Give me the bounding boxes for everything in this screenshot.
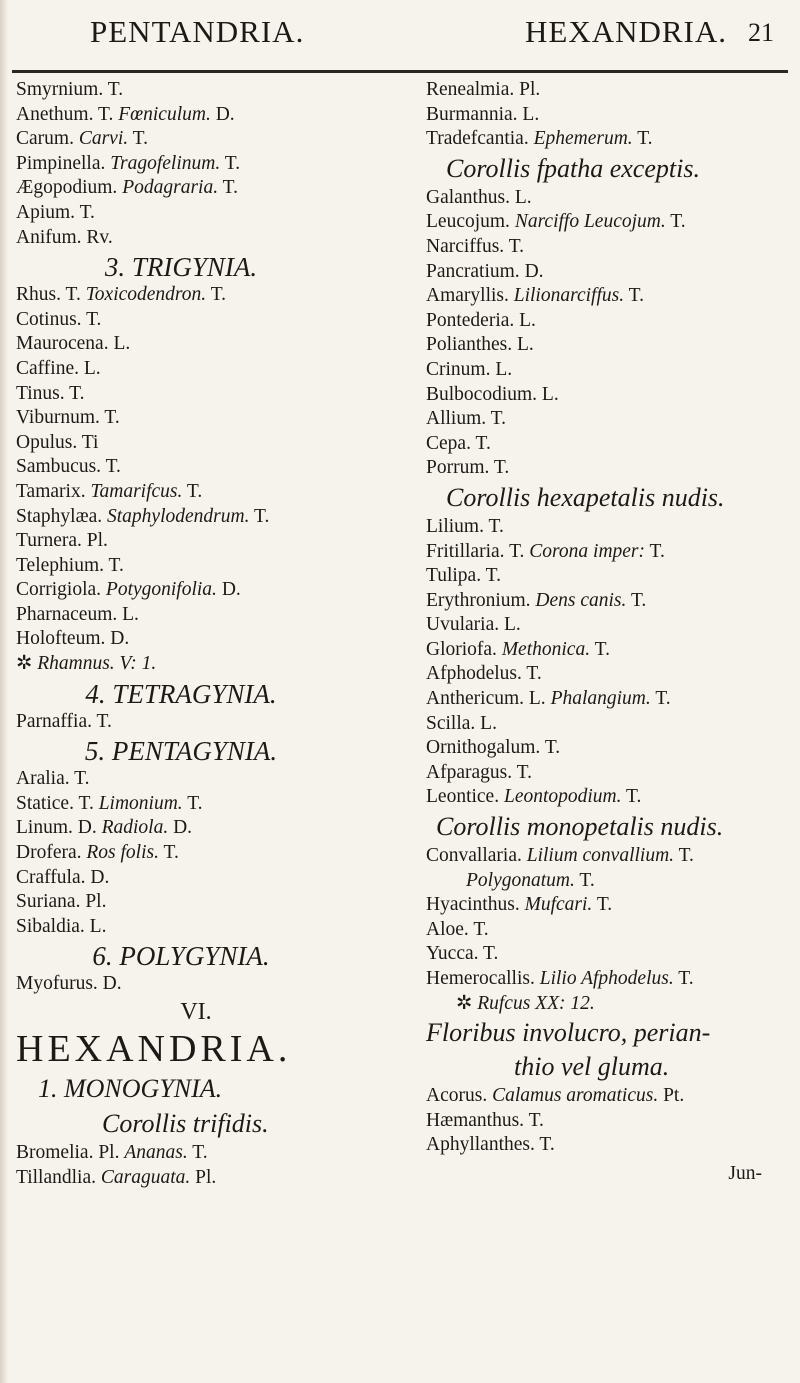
genus-name: Pimpinella. (16, 152, 106, 174)
authority-abbrev: T. (493, 457, 510, 479)
genus-entry (426, 210, 786, 235)
subheading-monopetalis: Corollis monopetalis nudis. (436, 812, 724, 842)
authority-abbrev: D. (215, 103, 235, 125)
genus-entry (426, 309, 786, 334)
genus-entry (16, 357, 346, 382)
header-rule (12, 70, 788, 73)
genus-entry (426, 893, 786, 918)
genus-name: Afphodelus. (426, 663, 522, 685)
authority-abbrev: L. (89, 915, 107, 937)
genus-name: Aphyllanthes. (426, 1134, 535, 1156)
genus-entry (426, 918, 786, 943)
entry-list (426, 78, 786, 152)
genus-name: Ægopodium. (16, 177, 118, 199)
genus-name: Cotinus. (16, 308, 82, 330)
authority-abbrev: T. (678, 845, 694, 867)
genus-entry (16, 103, 346, 128)
entry-list (16, 283, 346, 677)
authority-abbrev: T. (69, 382, 85, 404)
page-number: 21 (748, 18, 774, 47)
genus-name: Parnaffia. (16, 710, 92, 732)
authority-abbrev: Pl. (195, 1166, 217, 1188)
authority-abbrev: T. (163, 842, 179, 864)
genus-entry (16, 627, 346, 652)
authority-abbrev: T. (655, 688, 671, 710)
genus-name: Apium. (16, 201, 76, 223)
entry-list (426, 1084, 786, 1158)
genus-entry (16, 332, 346, 357)
genus-entry (426, 662, 786, 687)
running-header (90, 14, 780, 54)
genus-entry (16, 792, 346, 817)
genus-entry (426, 785, 786, 810)
page-edge-shadow (0, 0, 8, 1383)
subheading-hexapetalis: Corollis hexapetalis nudis. (446, 482, 725, 512)
genus-entry (426, 432, 786, 457)
authority-abbrev: T. (628, 285, 644, 307)
synonym-italic: Rhamnus. V: 1. (37, 653, 157, 675)
authority-abbrev: D. (221, 579, 241, 601)
authority-abbrev: T. (508, 235, 525, 257)
genus-entry (16, 866, 346, 891)
genus-entry (426, 638, 786, 663)
genus-name: Gloriofa. (426, 638, 497, 660)
genus-name: ✲ (456, 992, 473, 1014)
catchword: Jun- (728, 1162, 762, 1184)
authority-abbrev: T. (630, 589, 647, 611)
entry-list (16, 78, 346, 250)
genus-name: Allium. (426, 408, 487, 430)
genus-name: Statice. (16, 792, 74, 814)
genus-name: ✲ (16, 653, 33, 675)
genus-name: Linum. (16, 817, 73, 839)
class-name-heading: HEXANDRIA. (16, 1028, 292, 1070)
authority-abbrev: T. (485, 565, 501, 587)
genus-name: Aloe. (426, 918, 469, 940)
authority-abbrev: T. (475, 432, 491, 454)
genus-name: Holofteum. (16, 628, 106, 650)
authority-abbrev: Pl. (85, 891, 107, 913)
genus-entry (426, 260, 786, 285)
genus-name: Narciffus. (426, 235, 505, 257)
genus-name: Pancratium. (426, 260, 520, 282)
genus-name: Afparagus. (426, 761, 513, 783)
genus-name: Drofera. (16, 842, 82, 864)
genus-name: Yucca. (426, 943, 479, 965)
genus-name: Convallaria. (426, 845, 522, 867)
genus-name: Crinum. (426, 358, 491, 380)
authority-abbrev: D. (524, 260, 544, 282)
authority-abbrev: Pl. (86, 530, 108, 552)
genus-name: Pontederia. (426, 309, 515, 331)
genus-entry (426, 967, 786, 992)
synonym-italic: Carvi. (78, 128, 129, 150)
genus-name: Smyrnium. (16, 79, 104, 100)
authority-abbrev: Pl. (519, 79, 541, 100)
genus-entry (426, 358, 786, 383)
genus-entry (16, 78, 346, 103)
genus-name: Corrigiola. (16, 579, 102, 601)
genus-name: Suriana. (16, 891, 81, 913)
genus-name: Amaryllis. (426, 285, 509, 307)
synonym-italic: Limonium. (98, 792, 183, 814)
authority-abbrev: T. (104, 407, 120, 429)
genus-entry (426, 761, 786, 786)
synonym-italic: Mufcari. (524, 894, 593, 916)
genus-entry (426, 540, 786, 565)
genus-entry (16, 652, 346, 677)
genus-name: Scilla. (426, 712, 476, 734)
authority-abbrev: T. (594, 638, 610, 660)
genus-name: Polianthes. (426, 334, 513, 356)
genus-entry (16, 915, 346, 940)
synonym-italic: Tragofelinum. (110, 152, 221, 174)
authority-abbrev: Rv. (86, 226, 113, 248)
authority-abbrev: T. (670, 211, 686, 233)
authority-abbrev: L. (528, 688, 546, 710)
entry-list (16, 710, 346, 735)
genus-entry (426, 515, 786, 540)
genus-name: Aralia. (16, 768, 70, 790)
subheading-spatha: Corollis fpatha exceptis. (446, 153, 700, 183)
genus-name: Rhus. (16, 284, 61, 306)
entry-list (16, 767, 346, 939)
genus-name: Staphylæa. (16, 505, 103, 527)
genus-name: Erythronium. (426, 589, 531, 611)
synonym-italic: Methonica. (501, 638, 591, 660)
genus-name: Lilium. (426, 515, 484, 537)
genus-name: Leontice. (426, 786, 500, 808)
synonym-italic: Potygonifolia. (105, 579, 217, 601)
authority-abbrev: T. (544, 737, 561, 759)
authority-abbrev: T. (105, 456, 121, 478)
synonym-italic: Ros folis. (86, 842, 159, 864)
genus-name: Pharnaceum. (16, 603, 118, 625)
authority-abbrev: L. (522, 103, 540, 125)
genus-name: Viburnum. (16, 407, 100, 429)
entry-list (426, 844, 786, 1016)
genus-entry (426, 78, 786, 103)
genus-entry (426, 456, 786, 481)
authority-abbrev: L. (122, 603, 139, 625)
authority-abbrev: T. (222, 177, 238, 199)
genus-entry (16, 127, 346, 152)
authority-abbrev: T. (187, 792, 203, 814)
genus-entry (16, 1141, 346, 1166)
authority-abbrev: D. (102, 973, 122, 995)
genus-name: Ornithogalum. (426, 737, 541, 759)
genus-entry (16, 152, 346, 177)
authority-abbrev: D. (173, 817, 193, 839)
authority-abbrev: T. (65, 284, 81, 306)
genus-entry (16, 505, 346, 530)
authority-abbrev: T. (490, 408, 507, 430)
genus-entry (16, 529, 346, 554)
authority-abbrev: T. (79, 201, 95, 223)
authority-abbrev: D. (110, 628, 130, 650)
section-heading-pentagynia: 5. PENTAGYNIA. (84, 736, 278, 767)
genus-entry (426, 407, 786, 432)
genus-name: Tamarix. (16, 480, 86, 502)
authority-abbrev: T. (210, 284, 227, 306)
genus-name: Maurocena. (16, 333, 109, 355)
section-heading-monogynia: 1. MONOGYNIA. (38, 1074, 223, 1103)
authority-abbrev: T. (528, 1109, 544, 1131)
genus-name: Bulbocodium. (426, 383, 538, 405)
authority-abbrev: T. (253, 505, 270, 527)
authority-abbrev: L. (514, 186, 532, 208)
genus-name: Renealmia. (426, 79, 515, 100)
authority-abbrev: T. (132, 128, 148, 150)
authority-abbrev: L. (113, 333, 131, 355)
synonym-italic: Caraguata. (100, 1166, 191, 1188)
genus-name: Carum. (16, 128, 74, 150)
genus-entry (16, 578, 346, 603)
genus-entry (16, 308, 346, 333)
authority-abbrev: L. (541, 383, 559, 405)
synonym-italic: Podagraria. (122, 177, 219, 199)
genus-entry (16, 554, 346, 579)
synonym-italic: Leontopodium. (503, 786, 622, 808)
synonym-italic: Tamarifcus. (90, 480, 183, 502)
subheading-corollis-trifidis: Corollis trifidis. (102, 1109, 269, 1138)
genus-entry (16, 226, 346, 251)
genus-entry (16, 816, 346, 841)
authority-abbrev: D. (77, 817, 97, 839)
authority-abbrev: T. (637, 128, 653, 150)
genus-name: Fritillaria. (426, 540, 505, 562)
genus-entry (16, 767, 346, 792)
genus-entry (16, 406, 346, 431)
synonym-italic: Lilio Afphodelus. (539, 968, 674, 989)
genus-name: Galanthus. (426, 186, 510, 208)
genus-entry (426, 687, 786, 712)
subheading-involucro-line2: thio vel gluma. (514, 1052, 670, 1082)
genus-name: Turnera. (16, 530, 82, 552)
authority-abbrev: T. (192, 1142, 208, 1163)
genus-entry (426, 333, 786, 358)
genus-name: Anthericum. (426, 688, 525, 710)
authority-abbrev: T. (108, 554, 124, 576)
genus-name: Burmannia. (426, 103, 518, 125)
genus-name: Tulipa. (426, 565, 482, 587)
authority-abbrev: T. (488, 515, 504, 537)
genus-name: Craffula. (16, 866, 86, 888)
entry-list (426, 515, 786, 810)
synonym-italic: Corona imper: (529, 540, 646, 562)
genus-name: Anethum. (16, 103, 94, 125)
class-numeral: VI. (180, 999, 212, 1025)
genus-name: Opulus. (16, 431, 78, 453)
genus-entry (16, 176, 346, 201)
synonym-italic: Lilionarciffus. (513, 285, 625, 307)
genus-name: Tillandlia. (16, 1166, 96, 1188)
section-heading-trigynia: 3. TRIGYNIA. (104, 252, 258, 283)
genus-name: Uvularia. (426, 614, 500, 636)
authority-abbrev: T. (539, 1134, 555, 1156)
genus-name: Tinus. (16, 382, 65, 404)
genus-entry (426, 127, 786, 152)
synonym-italic: Dens canis. (535, 589, 627, 611)
genus-entry (426, 992, 786, 1017)
authority-abbrev: T. (473, 918, 489, 940)
genus-entry (16, 201, 346, 226)
header-right-title: HEXANDRIA. (525, 14, 728, 49)
authority-abbrev: Pl. (98, 1142, 120, 1163)
genus-name: Leucojum. (426, 211, 510, 233)
authority-abbrev: Ti (81, 431, 99, 453)
authority-abbrev: T. (483, 943, 499, 965)
authority-abbrev: T. (96, 710, 112, 732)
synonym-italic: Polygonatum. (466, 869, 575, 891)
genus-entry (426, 844, 786, 869)
authority-abbrev: D. (90, 866, 110, 888)
entry-list (16, 972, 346, 997)
authority-abbrev: T. (596, 894, 613, 916)
left-column (16, 78, 346, 1190)
authority-abbrev: T. (626, 786, 642, 808)
authority-abbrev: T. (74, 768, 90, 790)
genus-entry (16, 283, 346, 308)
synonym-italic: Rufcus XX: 12. (477, 992, 595, 1014)
synonym-italic: Ananas. (124, 1142, 188, 1163)
authority-abbrev: T. (579, 869, 595, 891)
genus-name: Sibaldia. (16, 915, 85, 937)
genus-entry (426, 1109, 786, 1134)
genus-entry (426, 103, 786, 128)
authority-abbrev: T. (678, 968, 694, 989)
genus-name: Tradefcantia. (426, 128, 529, 150)
genus-name: Cepa. (426, 432, 471, 454)
genus-entry (16, 455, 346, 480)
genus-entry (16, 431, 346, 456)
genus-entry (426, 186, 786, 211)
genus-name: Porrum. (426, 457, 490, 479)
authority-abbrev: T. (78, 792, 94, 814)
synonym-italic: Ephemerum. (533, 128, 633, 150)
synonym-italic: Phalangium. (550, 688, 651, 710)
genus-name: Caffine. (16, 357, 79, 379)
genus-entry (426, 589, 786, 614)
genus-entry (16, 972, 346, 997)
synonym-italic: Toxicodendron. (85, 284, 207, 306)
authority-abbrev: T. (516, 761, 532, 783)
genus-entry (16, 1166, 346, 1191)
genus-name: Sambucus. (16, 456, 102, 478)
genus-name: Anifum. (16, 226, 82, 248)
synonym-italic: Fœniculum. (118, 103, 211, 125)
header-left-title: PENTANDRIA. (90, 14, 305, 49)
synonym-italic: Narciffo Leucojum. (514, 211, 666, 233)
genus-entry (426, 383, 786, 408)
genus-name: Hyacinthus. (426, 894, 520, 916)
section-heading-polygynia: 6. POLYGYNIA. (92, 941, 270, 972)
genus-entry (16, 382, 346, 407)
authority-abbrev: L. (517, 334, 534, 356)
genus-name: Myofurus. (16, 973, 98, 995)
section-heading-tetragynia: 4. TETRAGYNIA. (85, 678, 277, 709)
authority-abbrev: T. (509, 540, 525, 562)
genus-entry (426, 1084, 786, 1109)
genus-entry (16, 841, 346, 866)
authority-abbrev: T. (526, 663, 542, 685)
genus-entry (16, 603, 346, 628)
authority-abbrev: T. (224, 152, 241, 174)
synonym-italic: Lilium convallium. (526, 845, 675, 867)
genus-entry (16, 480, 346, 505)
synonym-italic: Radiola. (101, 817, 169, 839)
genus-name: Acorus. (426, 1085, 488, 1107)
entry-list (426, 186, 786, 481)
genus-entry (426, 1133, 786, 1158)
authority-abbrev: L. (519, 309, 536, 331)
synonym-italic: Calamus aromaticus. (492, 1085, 659, 1107)
genus-name: Hemerocallis. (426, 968, 535, 989)
genus-entry (16, 710, 346, 735)
genus-entry (426, 712, 786, 737)
authority-abbrev: L. (503, 614, 521, 636)
genus-name: Bromelia. (16, 1142, 94, 1163)
authority-abbrev: L. (480, 712, 497, 734)
entry-list (16, 1141, 346, 1190)
genus-entry (16, 890, 346, 915)
genus-entry (426, 942, 786, 967)
genus-entry (426, 564, 786, 589)
genus-entry (426, 284, 786, 309)
authority-abbrev: T. (86, 308, 102, 330)
authority-abbrev: T. (107, 79, 124, 100)
authority-abbrev: T. (649, 540, 665, 562)
genus-entry (426, 235, 786, 260)
synonym-italic: Staphylodendrum. (107, 505, 250, 527)
right-column (426, 78, 786, 1187)
genus-entry (426, 736, 786, 761)
subheading-involucro-line1: Floribus involucro, perian- (426, 1018, 711, 1048)
genus-name: Telephium. (16, 554, 104, 576)
genus-name: Hæmanthus. (426, 1109, 525, 1131)
authority-abbrev: L. (495, 358, 513, 380)
authority-abbrev: T. (186, 480, 203, 502)
authority-abbrev: L. (83, 357, 101, 379)
authority-abbrev: Pt. (663, 1085, 685, 1107)
authority-abbrev: T. (97, 103, 114, 125)
genus-entry (426, 869, 786, 894)
genus-entry (426, 613, 786, 638)
